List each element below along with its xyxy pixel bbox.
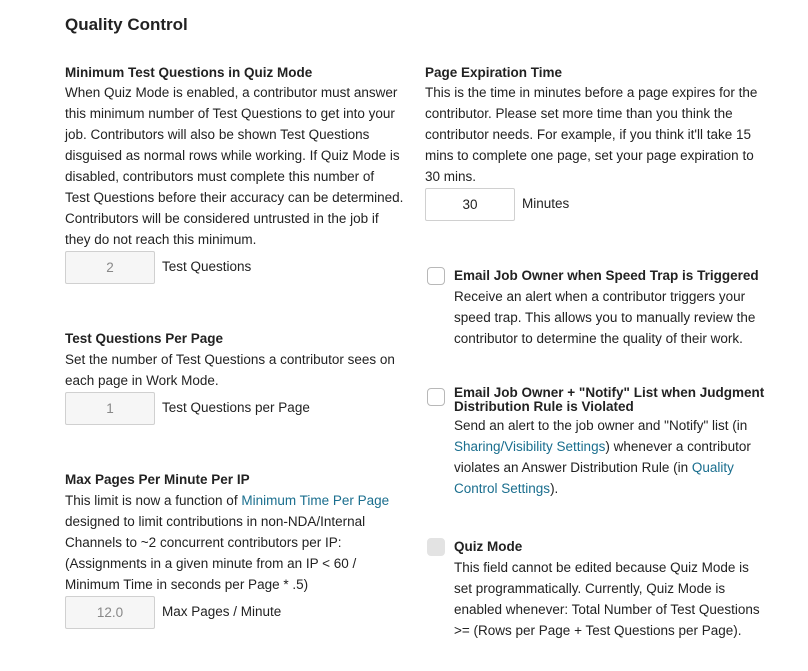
description-line: job. Contributors will also be shown Test Questions bbox=[65, 127, 370, 142]
min-test-questions-unit: Test Questions bbox=[162, 259, 252, 274]
description-line: Set the number of Test Questions a contributor sees on bbox=[65, 352, 395, 367]
min-test-questions-input[interactable] bbox=[65, 251, 155, 284]
description-line: this minimum number of Test Questions to get into your bbox=[65, 106, 395, 121]
description-line: speed trap. This allows you to manually review the bbox=[454, 310, 756, 325]
description-line bbox=[454, 457, 774, 478]
description-line: set programmatically. Currently, Quiz Mode is bbox=[454, 581, 726, 596]
heading-line: Email Job Owner + "Notify" List when Judgment bbox=[454, 385, 765, 400]
description-line: each page in Work Mode. bbox=[65, 373, 219, 388]
description-line: contributor needs. For example, if you think it'll take 15 bbox=[425, 127, 751, 142]
description-line: contributor to determine the quality of their work. bbox=[454, 331, 743, 346]
min-test-questions-description bbox=[65, 82, 405, 250]
description-line: they do not reach this minimum. bbox=[65, 232, 257, 247]
speed-trap-checkbox[interactable] bbox=[427, 267, 445, 285]
distribution-rule-heading bbox=[454, 386, 764, 414]
test-questions-per-page-description bbox=[65, 349, 405, 391]
speed-trap-description bbox=[454, 286, 774, 349]
description-line bbox=[65, 490, 405, 511]
description-line: This is the time in minutes before a page expires for the bbox=[425, 85, 758, 100]
min-test-questions-heading: Minimum Test Questions in Quiz Mode bbox=[65, 65, 313, 80]
speed-trap-heading: Email Job Owner when Speed Trap is Triggered bbox=[454, 268, 759, 283]
description-line bbox=[454, 478, 774, 499]
quality-control-settings-link[interactable]: Quality bbox=[691, 460, 734, 475]
distribution-rule-checkbox[interactable] bbox=[427, 388, 445, 406]
quiz-mode-checkbox bbox=[427, 538, 445, 556]
minimum-time-per-page-link[interactable]: Minimum Time Per Page bbox=[241, 493, 390, 508]
page-expiration-heading: Page Expiration Time bbox=[425, 65, 563, 80]
description-line: designed to limit contributions in non-NDA/Internal bbox=[65, 514, 366, 529]
description-line: enabled whenever: Total Number of Test Questions bbox=[454, 602, 760, 617]
page-expiration-input[interactable] bbox=[425, 188, 515, 221]
description-text: violates an Answer Distribution Rule (in bbox=[454, 460, 692, 475]
max-pages-unit: Max Pages / Minute bbox=[162, 604, 282, 619]
description-line: Minimum Time in seconds per Page * .5) bbox=[65, 577, 309, 592]
description-line: disabled, contributors must complete this number of bbox=[65, 169, 375, 184]
description-line: Channels to ~2 concurrent contributors per IP: bbox=[65, 535, 342, 550]
description-line: 30 mins. bbox=[425, 169, 477, 184]
description-line: Receive an alert when a contributor triggers your bbox=[454, 289, 746, 304]
description-text: ). bbox=[550, 481, 559, 496]
description-line: >= (Rows per Page + Test Questions per Page). bbox=[454, 623, 742, 638]
sharing-visibility-settings-link[interactable]: Sharing/Visibility Settings bbox=[454, 439, 606, 454]
description-line: When Quiz Mode is enabled, a contributor must answer bbox=[65, 85, 398, 100]
quality-control-settings-link-cont[interactable]: Control Settings bbox=[454, 481, 551, 496]
description-line: (Assignments in a given minute from an IP < 60 / bbox=[65, 556, 357, 571]
description-text: ) whenever a contributor bbox=[605, 439, 751, 454]
description-line: Contributors will be considered untrusted in the job if bbox=[65, 211, 379, 226]
description-line: mins to complete one page, set your page expiration to bbox=[425, 148, 754, 163]
test-questions-per-page-heading: Test Questions Per Page bbox=[65, 331, 224, 346]
description-line: Test Questions before their accuracy can be determined. bbox=[65, 190, 404, 205]
test-questions-per-page-unit: Test Questions per Page bbox=[162, 400, 310, 415]
description-line: Send an alert to the job owner and "Notify" list (in bbox=[454, 418, 748, 433]
max-pages-description bbox=[65, 490, 405, 595]
max-pages-heading: Max Pages Per Minute Per IP bbox=[65, 472, 250, 487]
description-text: This limit is now a function of bbox=[65, 493, 242, 508]
description-line: contributor. Please set more time than you think the bbox=[425, 106, 733, 121]
quiz-mode-description bbox=[454, 557, 774, 641]
description-line: disguised as normal rows while working. If Quiz Mode is bbox=[65, 148, 400, 163]
max-pages-input[interactable] bbox=[65, 596, 155, 629]
page-expiration-unit: Minutes bbox=[522, 196, 570, 211]
section-title: Quality Control bbox=[65, 15, 188, 34]
test-questions-per-page-input[interactable] bbox=[65, 392, 155, 425]
description-line bbox=[454, 436, 774, 457]
quiz-mode-heading: Quiz Mode bbox=[454, 539, 523, 554]
heading-line: Distribution Rule is Violated bbox=[454, 399, 634, 414]
description-line: This field cannot be edited because Quiz Mode is bbox=[454, 560, 749, 575]
distribution-rule-description bbox=[454, 415, 774, 499]
page-expiration-description bbox=[425, 82, 775, 187]
